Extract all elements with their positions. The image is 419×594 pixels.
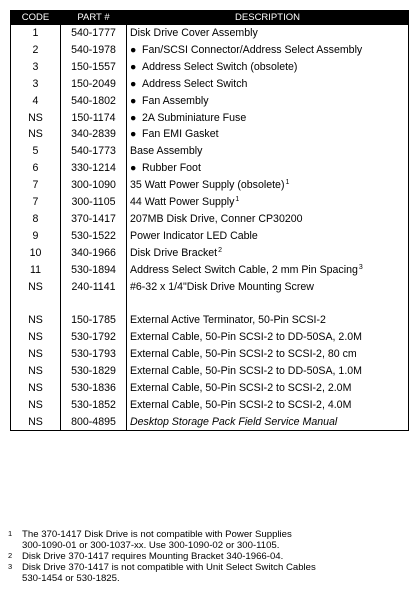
row-part-number: 300-1090 [61, 177, 127, 194]
row-part-number: 530-1836 [61, 380, 127, 397]
row-part-number [61, 295, 127, 312]
row-code: 5 [11, 143, 61, 160]
row-part-number: 340-2839 [61, 126, 127, 143]
row-description [127, 413, 409, 430]
row-code: 1 [11, 25, 61, 42]
table-row [11, 93, 409, 110]
footnote [8, 562, 413, 584]
table-body [11, 25, 409, 431]
table-row [11, 109, 409, 126]
footnote-line: The 370-1417 Disk Drive is not compatible with Power Supplies [22, 529, 292, 540]
sub-item-bullet-icon: ● [130, 60, 137, 73]
row-description-text: Base Assembly [130, 145, 203, 158]
table-row [11, 329, 409, 346]
table-row [11, 397, 409, 414]
row-part-number: 530-1792 [61, 329, 127, 346]
row-description-text: 207MB Disk Drive, Conner CP30200 [130, 212, 303, 225]
row-description [127, 25, 409, 42]
row-part-number: 340-1966 [61, 245, 127, 262]
row-part-number: 530-1894 [61, 261, 127, 278]
row-description [127, 245, 409, 262]
row-description [127, 42, 409, 59]
row-description-text: Desktop Storage Pack Field Service Manual [130, 415, 338, 428]
row-part-number: 330-1214 [61, 160, 127, 177]
row-description-text: 35 Watt Power Supply (obsolete) [130, 179, 285, 192]
footnote-reference: 1 [285, 179, 290, 187]
row-description [127, 278, 409, 295]
table-row [11, 380, 409, 397]
row-code: 3 [11, 59, 61, 76]
footnote-line: 300-1090-01 or 300-1037-xx. Use 300-1090-02 or 300-1105. [22, 540, 280, 551]
footnote-line: Disk Drive 370-1417 requires Mounting Bracket 340-1966-04. [22, 551, 284, 562]
row-description-text: 2A Subminiature Fuse [142, 111, 247, 124]
row-code: 4 [11, 93, 61, 110]
row-description-text: Disk Drive Cover Assembly [130, 27, 258, 40]
table-row [11, 295, 409, 312]
table-row [11, 363, 409, 380]
row-description-text: Fan/SCSI Connector/Address Select Assembly [142, 44, 363, 57]
row-description-text: #6-32 x 1/4"Disk Drive Mounting Screw [130, 280, 314, 293]
row-part-number: 530-1793 [61, 346, 127, 363]
header-part-number: PART # [61, 11, 127, 25]
footnote-number: 2 [8, 551, 13, 560]
row-code: NS [11, 413, 61, 430]
row-description-text: 44 Watt Power Supply [130, 196, 235, 209]
row-part-number: 150-1785 [61, 312, 127, 329]
footnote-number: 3 [8, 562, 13, 571]
table-row [11, 177, 409, 194]
table-row [11, 194, 409, 211]
table-row [11, 312, 409, 329]
row-description-text: Address Select Switch [142, 77, 248, 90]
table-row [11, 346, 409, 363]
row-code: NS [11, 126, 61, 143]
row-description [127, 380, 409, 397]
row-description [127, 126, 409, 143]
row-description-text: Fan EMI Gasket [142, 128, 219, 141]
row-description [127, 143, 409, 160]
footnotes [8, 529, 413, 584]
row-code: NS [11, 329, 61, 346]
sub-item-bullet-icon: ● [130, 162, 137, 175]
row-part-number: 540-1978 [61, 42, 127, 59]
row-part-number: 530-1852 [61, 397, 127, 414]
row-code: NS [11, 363, 61, 380]
header-code: CODE [11, 11, 61, 25]
footnote-line: Disk Drive 370-1417 is not compatible with Unit Select Switch Cables [22, 562, 316, 573]
row-description [127, 228, 409, 245]
table-row [11, 25, 409, 42]
row-description-text: Address Select Switch Cable, 2 mm Pin Spacing [130, 263, 358, 276]
table-row [11, 278, 409, 295]
row-description [127, 363, 409, 380]
table-row [11, 42, 409, 59]
table-row [11, 228, 409, 245]
table-row [11, 143, 409, 160]
row-code [11, 295, 61, 312]
row-description-text: External Cable, 50-Pin SCSI-2 to SCSI-2, 2.0M [130, 381, 352, 394]
row-description [127, 59, 409, 76]
table-row [11, 245, 409, 262]
sub-item-bullet-icon: ● [130, 128, 137, 141]
row-description-text: External Cable, 50-Pin SCSI-2 to DD-50SA, 2.0M [130, 331, 362, 344]
row-part-number: 240-1141 [61, 278, 127, 295]
row-part-number: 540-1773 [61, 143, 127, 160]
table-header-row [11, 11, 409, 25]
row-description-text: Power Indicator LED Cable [130, 229, 258, 242]
row-description [127, 295, 409, 312]
row-description [127, 211, 409, 228]
sub-item-bullet-icon: ● [130, 111, 137, 124]
row-description [127, 312, 409, 329]
row-part-number: 530-1829 [61, 363, 127, 380]
footnote-reference: 1 [235, 196, 240, 204]
row-code: NS [11, 312, 61, 329]
table-row [11, 211, 409, 228]
row-code: 3 [11, 76, 61, 93]
footnote-reference: 2 [218, 246, 223, 254]
parts-table [10, 10, 409, 431]
table-row [11, 261, 409, 278]
row-code: NS [11, 109, 61, 126]
footnote [8, 551, 413, 562]
row-description [127, 160, 409, 177]
row-description [127, 346, 409, 363]
row-description-text: External Active Terminator, 50-Pin SCSI-2 [130, 314, 326, 327]
row-description [127, 397, 409, 414]
row-code: NS [11, 346, 61, 363]
row-part-number: 800-4895 [61, 413, 127, 430]
row-description-text: External Cable, 50-Pin SCSI-2 to SCSI-2, 4.0M [130, 398, 352, 411]
row-code: 11 [11, 261, 61, 278]
row-code: 9 [11, 228, 61, 245]
row-code: 2 [11, 42, 61, 59]
footnote-reference: 3 [358, 263, 363, 271]
row-code: NS [11, 380, 61, 397]
table-row [11, 126, 409, 143]
row-code: 8 [11, 211, 61, 228]
row-description-text: External Cable, 50-Pin SCSI-2 to DD-50SA, 1.0M [130, 364, 362, 377]
row-part-number: 150-2049 [61, 76, 127, 93]
row-description [127, 93, 409, 110]
row-description [127, 109, 409, 126]
sub-item-bullet-icon: ● [130, 77, 137, 90]
header-description: DESCRIPTION [127, 11, 409, 25]
row-part-number: 530-1522 [61, 228, 127, 245]
row-description-text: Disk Drive Bracket [130, 246, 218, 259]
row-description [127, 76, 409, 93]
table-row [11, 413, 409, 430]
row-part-number: 540-1777 [61, 25, 127, 42]
row-part-number: 300-1105 [61, 194, 127, 211]
row-part-number: 540-1802 [61, 93, 127, 110]
sub-item-bullet-icon: ● [130, 44, 137, 57]
row-description-text: Fan Assembly [142, 94, 209, 107]
row-code: NS [11, 278, 61, 295]
row-code: 10 [11, 245, 61, 262]
row-part-number: 150-1557 [61, 59, 127, 76]
sub-item-bullet-icon: ● [130, 94, 137, 107]
row-code: 7 [11, 177, 61, 194]
footnote-line: 530-1454 or 530-1825. [22, 573, 120, 584]
row-description [127, 261, 409, 278]
row-code: 6 [11, 160, 61, 177]
row-description-text: Address Select Switch (obsolete) [142, 60, 298, 73]
row-part-number: 150-1174 [61, 109, 127, 126]
table-row [11, 160, 409, 177]
row-part-number: 370-1417 [61, 211, 127, 228]
table-row [11, 59, 409, 76]
row-description [127, 177, 409, 194]
footnote-number: 1 [8, 529, 13, 538]
table-row [11, 76, 409, 93]
row-description [127, 329, 409, 346]
row-description-text: Rubber Foot [142, 162, 201, 175]
row-code: 7 [11, 194, 61, 211]
row-description [127, 194, 409, 211]
footnote [8, 529, 413, 551]
row-code: NS [11, 397, 61, 414]
row-description-text: External Cable, 50-Pin SCSI-2 to SCSI-2, 80 cm [130, 348, 357, 361]
